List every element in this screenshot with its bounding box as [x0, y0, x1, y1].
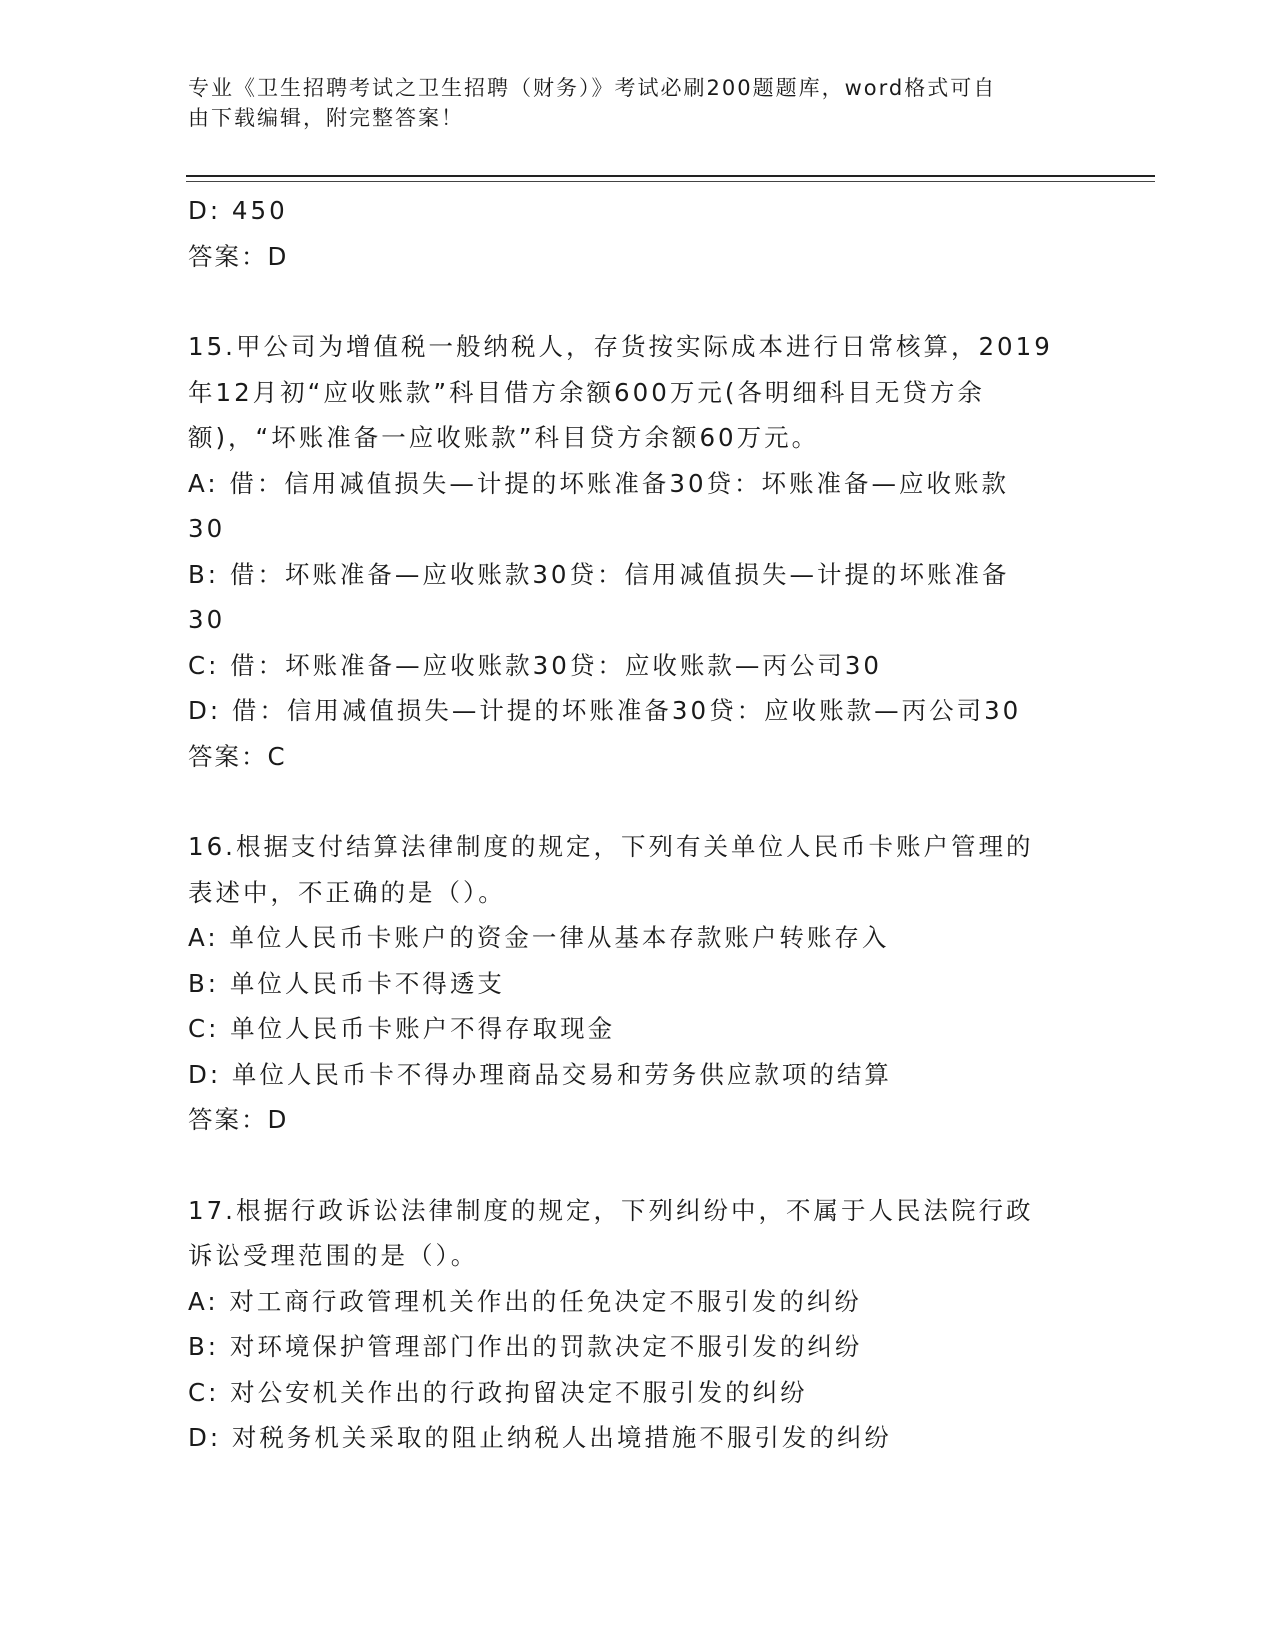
- header-rule-thick: [186, 175, 1155, 177]
- header-line-1: 专业《卫生招聘考试之卫生招聘（财务）》考试必刷200题题库，word格式可自: [188, 76, 997, 100]
- option-d: D: 单位人民币卡不得办理商品交易和劳务供应款项的结算: [188, 1059, 892, 1089]
- spacer: [188, 1143, 1088, 1188]
- option-d: D: 对税务机关采取的阻止纳税人出境措施不服引发的纠纷: [188, 1423, 892, 1452]
- question-stem-line: 16.根据支付结算法律制度的规定，下列有关单位人民币卡账户管理的: [188, 832, 1034, 861]
- answer-line: 答案：D: [188, 241, 289, 271]
- question-14-tail: [188, 188, 1088, 279]
- header-rule-thin: [186, 181, 1155, 182]
- option-c: C: 对公安机关作出的行政拘留决定不服引发的纠纷: [188, 1377, 808, 1407]
- option-d: D: 450: [188, 196, 288, 225]
- option-a: A: 借：信用减值损失—计提的坏账准备30贷：坏账准备—应收账款: [188, 468, 1010, 498]
- option-a: A: 单位人民币卡账户的资金一律从基本存款账户转账存入: [188, 923, 890, 952]
- option-d: D: 借：信用减值损失—计提的坏账准备30贷：应收账款—丙公司30: [188, 696, 1022, 725]
- question-15: [188, 324, 1088, 779]
- header-line-2: 由下载编辑，附完整答案！: [188, 106, 464, 130]
- answer-line: 答案：C: [188, 741, 287, 771]
- option-b: B: 单位人民币卡不得透支: [188, 968, 505, 998]
- question-stem-line: 年12月初“应收账款”科目借方余额600万元(各明细科目无贷方余: [188, 377, 985, 407]
- option-b: B: 对环境保护管理部门作出的罚款决定不服引发的纠纷: [188, 1332, 863, 1361]
- spacer: [188, 279, 1088, 324]
- answer-line: 答案：D: [188, 1105, 289, 1134]
- option-a-continued: 30: [188, 514, 226, 543]
- question-stem-line: 15.甲公司为增值税一般纳税人，存货按实际成本进行日常核算，2019: [188, 332, 1053, 361]
- question-stem-line: 表述中，不正确的是（）。: [188, 877, 506, 907]
- question-16: [188, 824, 1088, 1143]
- option-c: C: 借：坏账准备—应收账款30贷：应收账款—丙公司30: [188, 650, 882, 680]
- option-b: B: 借：坏账准备—应收账款30贷：信用减值损失—计提的坏账准备: [188, 559, 1010, 589]
- question-17: [188, 1188, 1088, 1461]
- spacer: [188, 779, 1088, 824]
- option-b-continued: 30: [188, 605, 226, 634]
- question-stem-line: 额)，“坏账准备一应收账款”科目贷方余额60万元。: [188, 423, 820, 452]
- option-a: A: 对工商行政管理机关作出的任免决定不服引发的纠纷: [188, 1286, 862, 1316]
- page-header: [188, 73, 1068, 133]
- question-stem-line: 17.根据行政诉讼法律制度的规定，下列纠纷中，不属于人民法院行政: [188, 1195, 1034, 1225]
- option-c: C: 单位人民币卡账户不得存取现金: [188, 1014, 616, 1043]
- document-body: [188, 188, 1088, 1461]
- question-stem-line: 诉讼受理范围的是（）。: [188, 1241, 479, 1270]
